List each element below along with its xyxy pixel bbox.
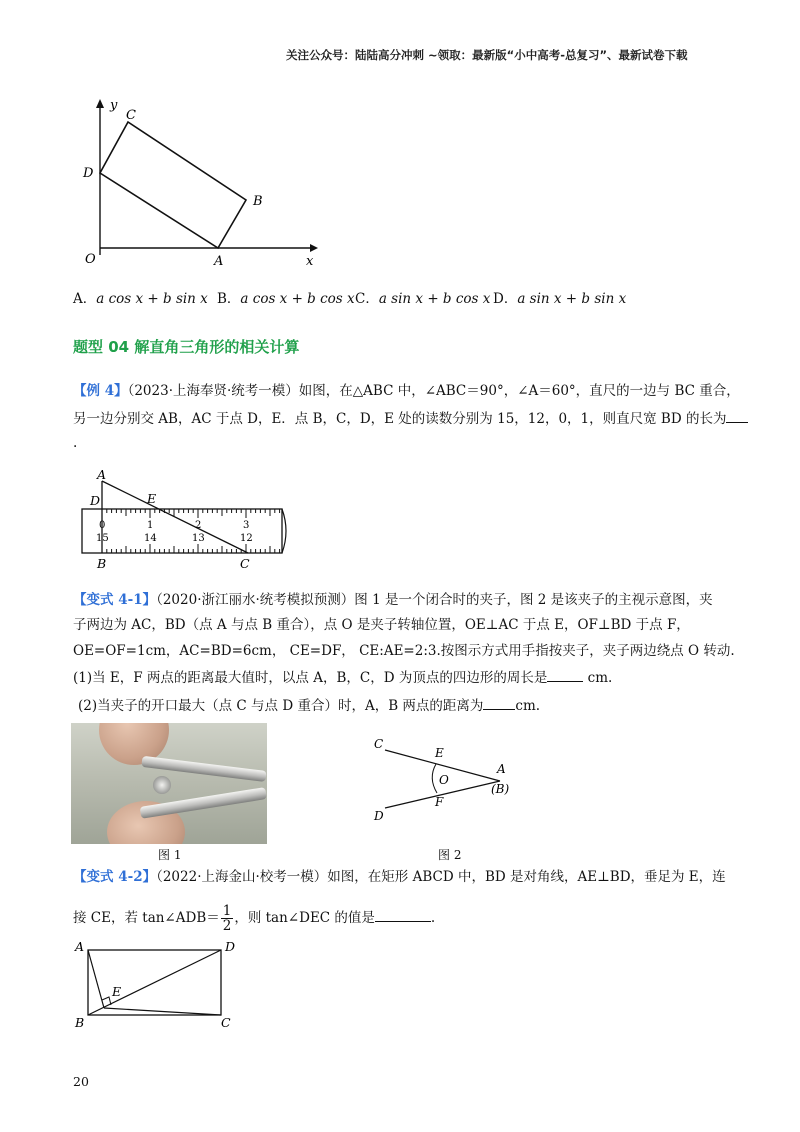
x-axis-arrow [310, 244, 318, 252]
segment-ce [104, 1008, 221, 1015]
ruler-top-ticks [102, 509, 280, 518]
point-c-label: C [126, 108, 136, 123]
ruler-top-tick-2: 2 [195, 520, 202, 531]
variant-4-2-line2: 接 CE，若 tan∠ADB＝ $\frac{1}{2}$ ，则 tan∠DEC 的值是 . [73, 903, 436, 934]
variant-4-2-tag: 【变式 4-2】 [73, 869, 157, 885]
variant-4-1-q2: (2)当夹子的开口最大（点 C 与点 D 重合）时，A，B 两点的距离为 cm. [78, 695, 540, 716]
ruler-point-b: B [97, 556, 107, 571]
y-axis-label: y [110, 98, 118, 113]
variant-4-1-tag: 【变式 4-1】 [73, 592, 157, 608]
clip-point-c: C [374, 737, 384, 751]
rect-point-e: E [112, 984, 122, 999]
variant-4-1-line3: OE=OF=1cm，AC=BD=6cm， CE=DF， CE:AE=2:3.按图示方式用手指按夹子，夹子两边绕点 O 转动. [73, 643, 735, 659]
clip-point-f: F [435, 795, 444, 809]
example-4-line1: 【例 4】（2023·上海奉贤·统考一模）如图，在△ABC 中，∠ABC＝90°，∠A＝60°，直尺的一边与 BC 重合， [73, 383, 740, 399]
fraction: $\frac{1}{2}$ [222, 903, 232, 934]
ruler-point-e: E [147, 491, 157, 506]
rect-point-c: C [221, 1015, 231, 1030]
point-a-label: A [214, 254, 224, 269]
ruler-bottom-tick-13: 13 [192, 533, 205, 544]
ruler-point-c: C [240, 556, 250, 571]
page-number: 20 [73, 1074, 89, 1089]
segment-ae [88, 950, 104, 1008]
ruler-top-tick-0: 0 [99, 520, 106, 531]
ruler-bottom-tick-12: 12 [240, 533, 253, 544]
clip-point-a: A [497, 762, 506, 776]
ruler-bottom-tick-14: 14 [144, 533, 157, 544]
clip-point-o: O [439, 773, 449, 787]
option-d: D．a sin x + b sin x [493, 291, 627, 307]
figure-clip-diagram [360, 728, 530, 828]
variant-4-1-line1: 【变式 4-1】（2020·浙江丽水·统考模拟预测）图 1 是一个闭合时的夹子，图 2 是该夹子的主视示意图，夹 [73, 592, 713, 608]
caption-figure-2: 图 2 [438, 848, 462, 862]
caption-figure-1: 图 1 [158, 848, 182, 862]
ruler-point-d: D [90, 493, 101, 508]
option-c: C．a sin x + b cos x [355, 291, 491, 307]
origin-label: O [85, 252, 96, 267]
option-b: B．a cos x + b cos x [217, 291, 355, 307]
rect-point-a: A [75, 939, 85, 954]
clip-point-d: D [374, 809, 384, 823]
clip-pivot-arc [432, 764, 437, 793]
variant-4-1-q1: (1)当 E，F 两点的距离最大值时，以点 A，B，C，D 为顶点的四边形的周长是 cm. [73, 667, 612, 688]
clip-point-b: (B) [491, 782, 510, 796]
clip-point-e: E [435, 746, 444, 760]
ruler-bottom-tick-15: 15 [96, 533, 109, 544]
figure-rectangle-axes [70, 95, 330, 270]
page-header: 关注公众号：陆陆高分冲刺 ~领取：最新版“小中高考-总复习”、最新试卷下载 [286, 48, 688, 62]
diagonal-bd [88, 950, 221, 1015]
ruler-body [82, 509, 282, 553]
section-title: 题型 04 解直角三角形的相关计算 [73, 338, 300, 356]
clip-pivot [153, 776, 171, 794]
point-d-label: D [83, 166, 94, 181]
rect-point-d: D [225, 939, 236, 954]
rect-point-b: B [75, 1015, 85, 1030]
ruler-bottom-ticks [102, 544, 280, 553]
variant-4-1-line2: 子两边为 AC，BD（点 A 与点 B 重合），点 O 是夹子转轴位置，OE⊥AC 于点 E，OF⊥BD 于点 F， [73, 617, 690, 633]
ruler-point-a: A [97, 467, 107, 482]
x-axis-label: x [306, 254, 314, 269]
answer-blank [726, 408, 748, 423]
ruler-top-tick-1: 1 [147, 520, 154, 531]
option-a: A．a cos x + b sin x [73, 291, 208, 307]
example-4-line3: . [73, 435, 78, 451]
y-axis-arrow [96, 99, 104, 108]
example-4-tag: 【例 4】 [73, 383, 128, 399]
answer-blank [483, 695, 515, 710]
point-b-label: B [253, 194, 263, 209]
figure-rectangle-abcd [72, 938, 242, 1033]
rectangle-abcd [100, 122, 246, 248]
answer-blank [375, 907, 431, 922]
clip-photo [71, 723, 267, 844]
ruler-top-tick-3: 3 [243, 520, 250, 531]
answer-blank [547, 667, 583, 682]
example-4-line2: 另一边分别交 AB，AC 于点 D，E．点 B，C，D，E 处的读数分别为 15，12，0，1，则直尺宽 BD 的长为 [73, 408, 748, 429]
triangle-side-ac [102, 481, 248, 553]
figure-ruler-triangle [80, 467, 300, 579]
variant-4-2-line1: 【变式 4-2】（2022·上海金山·校考一模）如图，在矩形 ABCD 中，BD 是对角线，AE⊥BD，垂足为 E，连 [73, 869, 726, 885]
